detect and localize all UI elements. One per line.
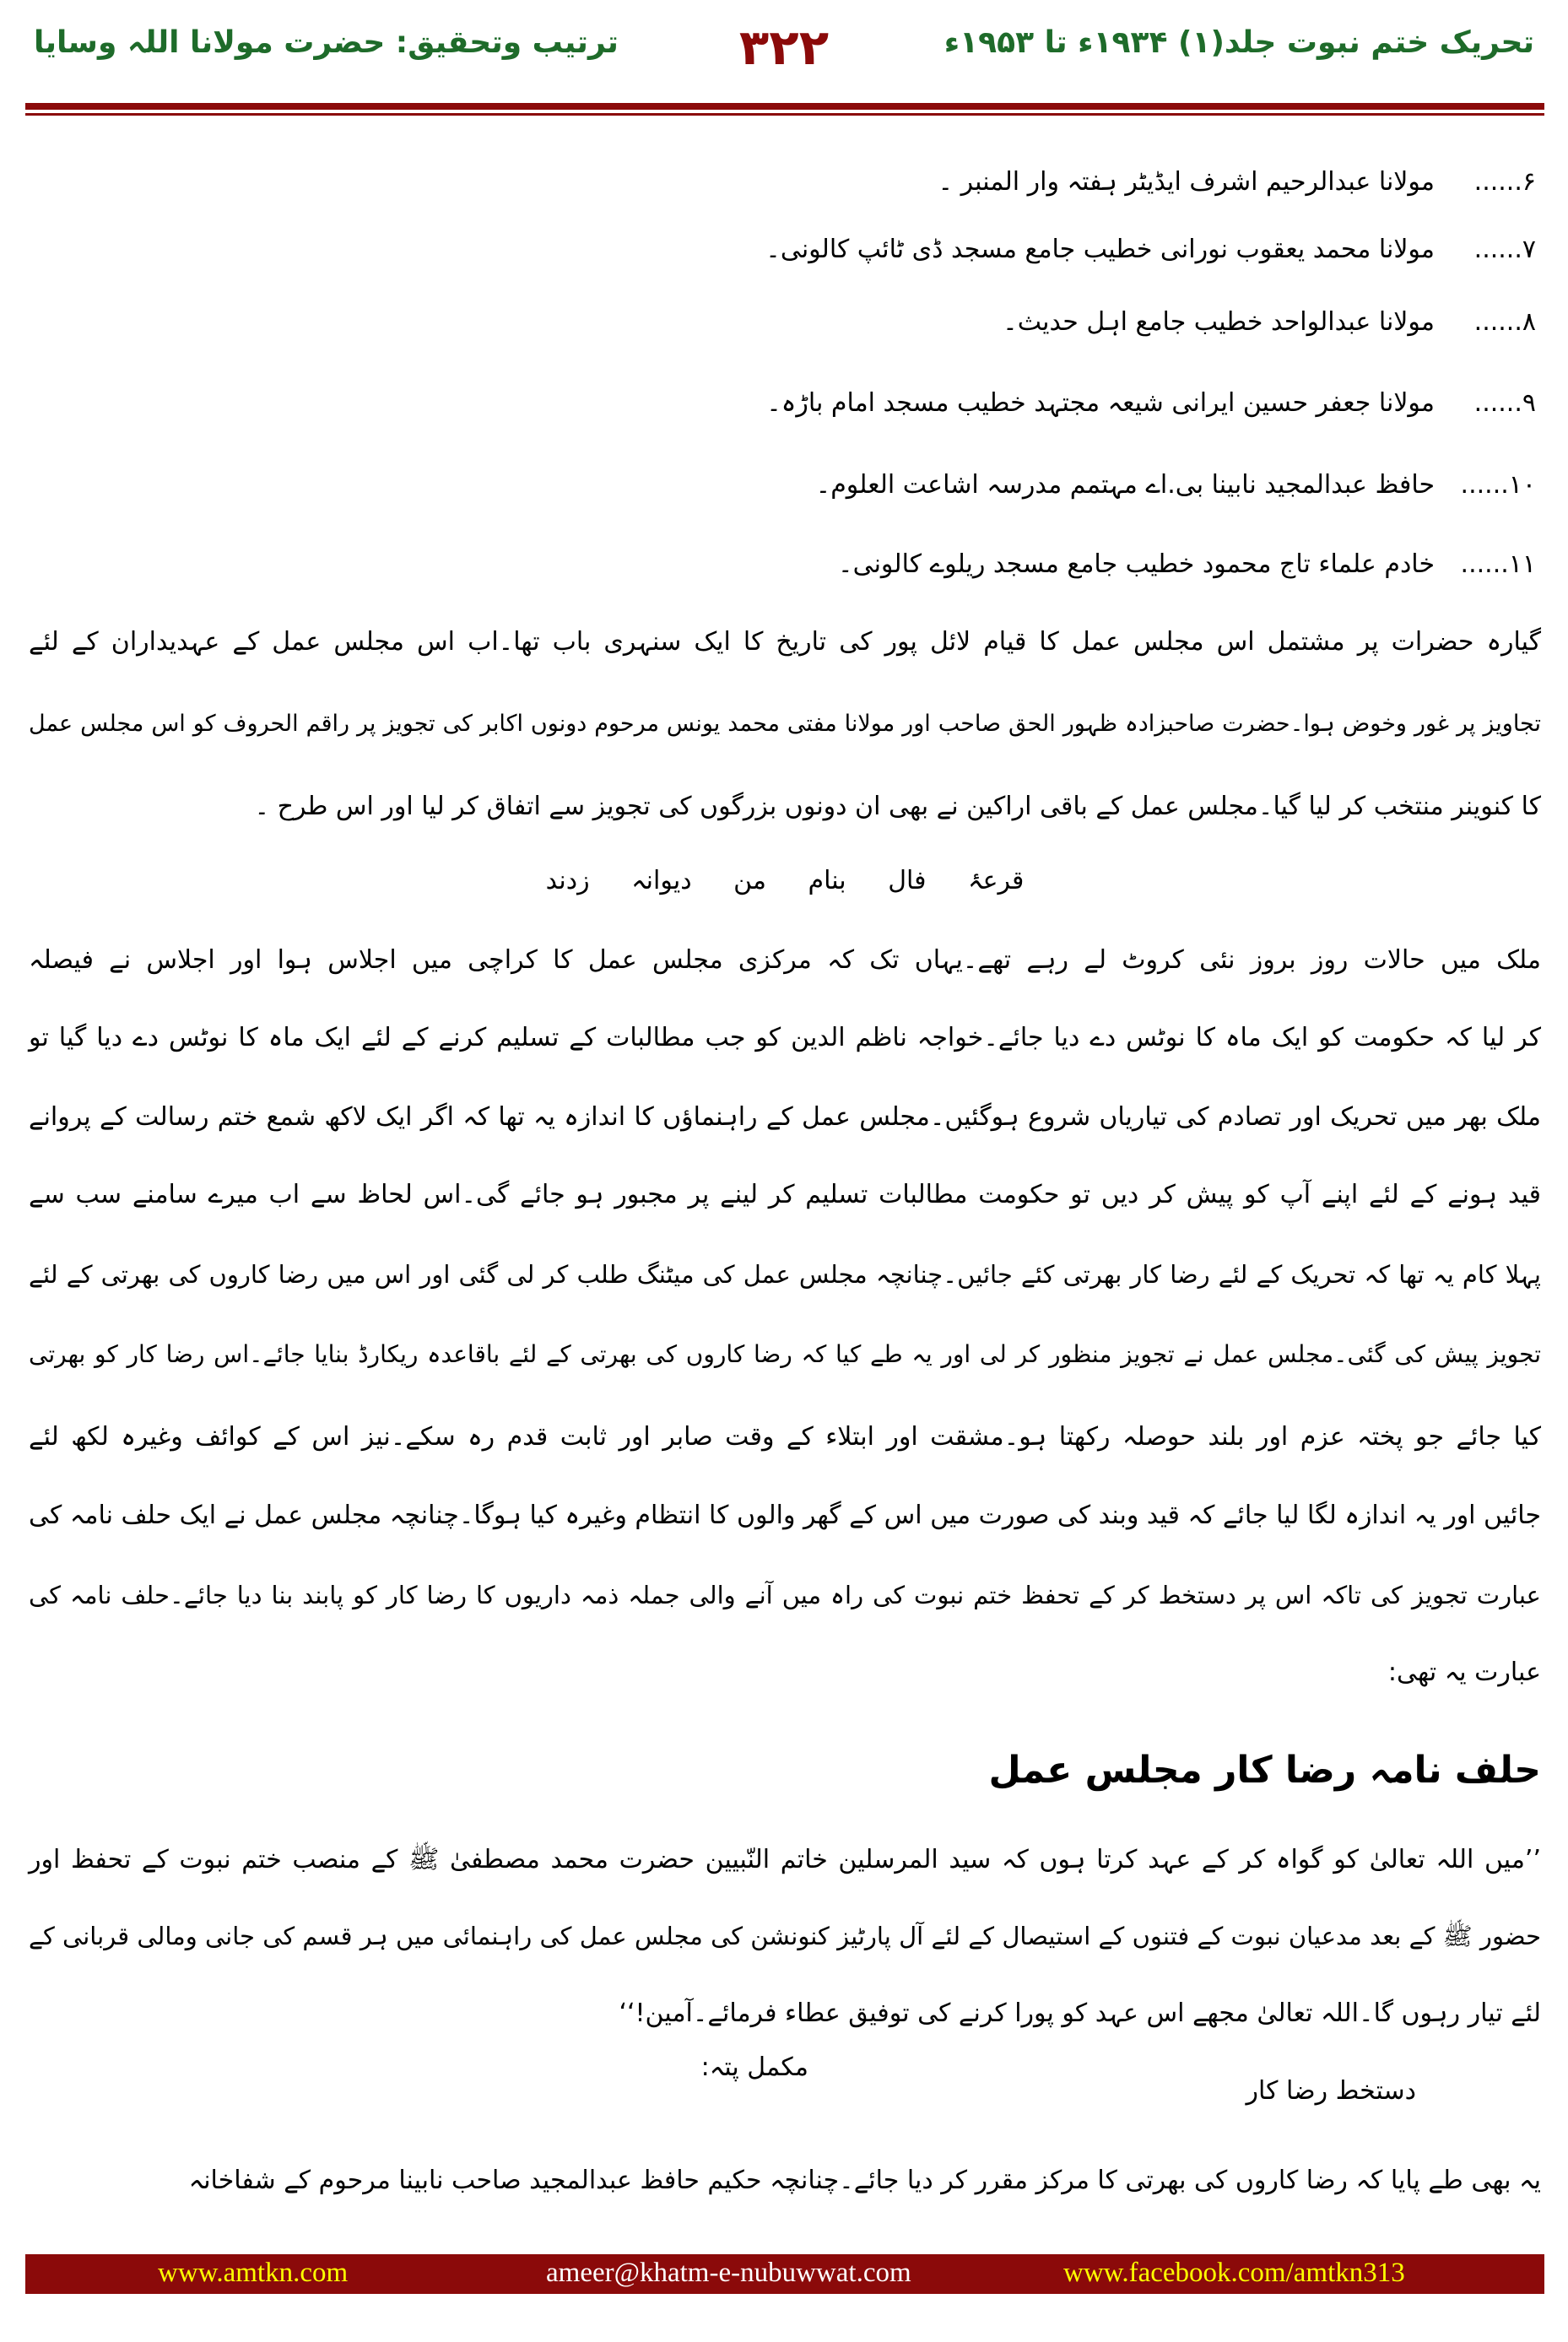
list-number: ۱۰...... bbox=[1460, 470, 1536, 500]
text-line: جائیں اور یہ اندازہ لگا لیا جائے کہ قید وبند کی صورت میں اس کے گھر والوں کا انتظام وغیرہ کیا ہوگا۔چنانچہ مجلس عمل نے ایک حلف نامہ کی bbox=[29, 1501, 1541, 1530]
list-text: مولانا جعفر حسین ایرانی شیعہ مجتہد خطیب مسجد امام باڑہ۔ bbox=[766, 388, 1435, 418]
list-text: حافظ عبدالمجید نابینا بی.اے مہتمم مدرسہ اشاعت العلوم۔ bbox=[815, 470, 1435, 500]
list-number: ۹...... bbox=[1473, 388, 1536, 418]
text-line: قید ہونے کے لئے اپنے آپ کو پیش کر دیں تو حکومت مطالبات تسلیم کر لینے پر مجبور ہو جائے گی۔اس لحاظ سے اب میرے سامنے سب سے bbox=[29, 1180, 1541, 1209]
text-line: لئے تیار رہوں گا۔اللہ تعالیٰ مجھے اس عہد کو پورا کرنے کی توفیق عطاء فرمائے۔آمین!‘‘ bbox=[619, 1999, 1541, 2028]
list-text: مولانا محمد یعقوب نورانی خطیب جامع مسجد ڈی ٹائپ کالونی۔ bbox=[765, 235, 1435, 264]
text-line: تجاویز پر غور وخوض ہوا۔حضرت صاحبزادہ ظہور الحق صاحب اور مولانا مفتی محمد یونس مرحوم دونوں اکابر کی تجویز پر راقم الحروف کو اس مجلس عمل bbox=[29, 711, 1541, 737]
text-line: ملک بھر میں تحریک اور تصادم کی تیاریاں شروع ہوگئیں۔مجلس عمل کے راہنماؤں کا اندازہ یہ تھا کہ اگر ایک لاکھ شمع ختم رسالت کے پروانے bbox=[29, 1102, 1541, 1132]
text-line: ملک میں حالات روز بروز نئی کروٹ لے رہے تھے۔یہاں تک کہ مرکزی مجلس عمل کا کراچی میں اجلاس ہوا اور اجلاس نے فیصلہ bbox=[29, 945, 1541, 975]
list-number: ۶...... bbox=[1473, 167, 1536, 197]
list-item bbox=[29, 378, 1541, 429]
list-item bbox=[29, 157, 1541, 208]
list-number: ۷...... bbox=[1473, 235, 1536, 264]
address-label: مکمل پتہ: bbox=[700, 2053, 808, 2082]
text-line: حضور ﷺ کے بعد مدعیان نبوت کے فتنوں کے استیصال کے لئے آل پارٹیز کنونشن کی مجلس عمل کی راہنمائی میں ہر قسم کی جانی ومالی قربانی کے bbox=[29, 1922, 1541, 1950]
header-rule-thin bbox=[25, 113, 1544, 116]
compiler-credit: ترتیب وتحقیق: حضرت مولانا اللہ وسایا bbox=[34, 25, 619, 60]
text-line: عبارت یہ تھی: bbox=[1387, 1658, 1541, 1687]
text-line: یہ بھی طے پایا کہ رضا کاروں کی بھرتی کا مرکز مقرر کر دیا جائے۔چنانچہ حکیم حافظ عبدالمجید صاحب نابینا مرحوم کے شفاخانہ bbox=[188, 2166, 1541, 2195]
text-line: کا کنوینر منتخب کر لیا گیا۔مجلس عمل کے باقی اراکین نے بھی ان دونوں بزرگوں کی تجویز سے اتفاق کر لیا اور اس طرح ۔ bbox=[254, 792, 1541, 821]
text-line: تجویز پیش کی گئی۔مجلس عمل نے تجویز منظور کر لی اور یہ طے کیا کہ رضا کاروں کی بھرتی کے لئے باقاعدہ ریکارڈ بنایا جائے۔اس رضا کار کو بھرتی bbox=[29, 1340, 1541, 1368]
text-line: گیارہ حضرات پر مشتمل اس مجلس عمل کا قیام لائل پور کی تاریخ کا ایک سنہری باب تھا۔اب اس مجلس عمل کے عہدیداران کے لئے bbox=[29, 627, 1541, 657]
list-item bbox=[29, 224, 1541, 275]
list-item bbox=[29, 297, 1541, 348]
page-number: ۳۲۲ bbox=[738, 19, 830, 76]
list-item bbox=[29, 460, 1541, 511]
oath-heading: حلف نامہ رضا کار مجلس عمل bbox=[988, 1749, 1541, 1792]
facebook-link[interactable]: www.facebook.com/amtkn313 bbox=[1063, 2258, 1405, 2288]
list-text: خادم علماء تاج محمود خطیب جامع مسجد ریلوے کالونی۔ bbox=[838, 549, 1435, 579]
website-link[interactable]: www.amtkn.com bbox=[158, 2258, 349, 2288]
text-line: عبارت تجویز کی تاکہ اس پر دستخط کر کے تحفظ ختم نبوت کی راہ میں آنے والی جملہ ذمہ داریوں کا رضا کار کو پابند بنا دیا جائے۔حلف نامہ کی bbox=[29, 1581, 1541, 1609]
text-line: کیا جائے جو پختہ عزم اور بلند حوصلہ رکھتا ہو۔مشقت اور ابتلاء کے وقت صابر اور ثابت قدم رہ سکے۔نیز اس کے کوائف وغیرہ لکھ لئے bbox=[29, 1422, 1541, 1452]
list-text: مولانا عبدالواحد خطیب جامع اہل حدیث۔ bbox=[1003, 307, 1435, 337]
text-line: پہلا کام یہ تھا کہ تحریک کے لئے رضا کار بھرتی کئے جائیں۔چنانچہ مجلس عمل کی میٹنگ طلب کر لی گئی اور اس میں رضا کاروں کی بھرتی کے لئے bbox=[29, 1260, 1541, 1289]
book-title: تحریک ختم نبوت جلد(۱) ۱۹۳۴ء تا ۱۹۵۳ء bbox=[944, 25, 1534, 60]
list-text: مولانا عبدالرحیم اشرف ایڈیٹر ہفتہ وار المنبر ۔ bbox=[938, 167, 1435, 197]
persian-verse: قرعۂ فال بنام من دیوانہ زدند bbox=[545, 866, 1025, 895]
email-link[interactable]: ameer@khatm-e-nubuwwat.com bbox=[546, 2258, 911, 2288]
list-number: ۱۱...... bbox=[1460, 549, 1536, 579]
list-number: ۸...... bbox=[1473, 307, 1536, 337]
text-line: ’’میں اللہ تعالیٰ کو گواہ کر کے عہد کرتا ہوں کہ سید المرسلین خاتم النّبیین حضرت محمد مصطفیٰ ﷺ کے منصب ختم نبوت کے تحفظ اور bbox=[29, 1845, 1541, 1874]
list-item bbox=[29, 539, 1541, 590]
signature-label: دستخط رضا کار bbox=[1246, 2076, 1416, 2106]
footer-bar bbox=[25, 2254, 1544, 2294]
text-line: کر لیا کہ حکومت کو ایک ماہ کا نوٹس دے دیا جائے۔خواجہ ناظم الدین کو جب مطالبات کے تسلیم کرنے کے لئے ایک ماہ کا نوٹس دے دیا گیا تو bbox=[29, 1023, 1541, 1052]
header-rule bbox=[25, 103, 1544, 110]
